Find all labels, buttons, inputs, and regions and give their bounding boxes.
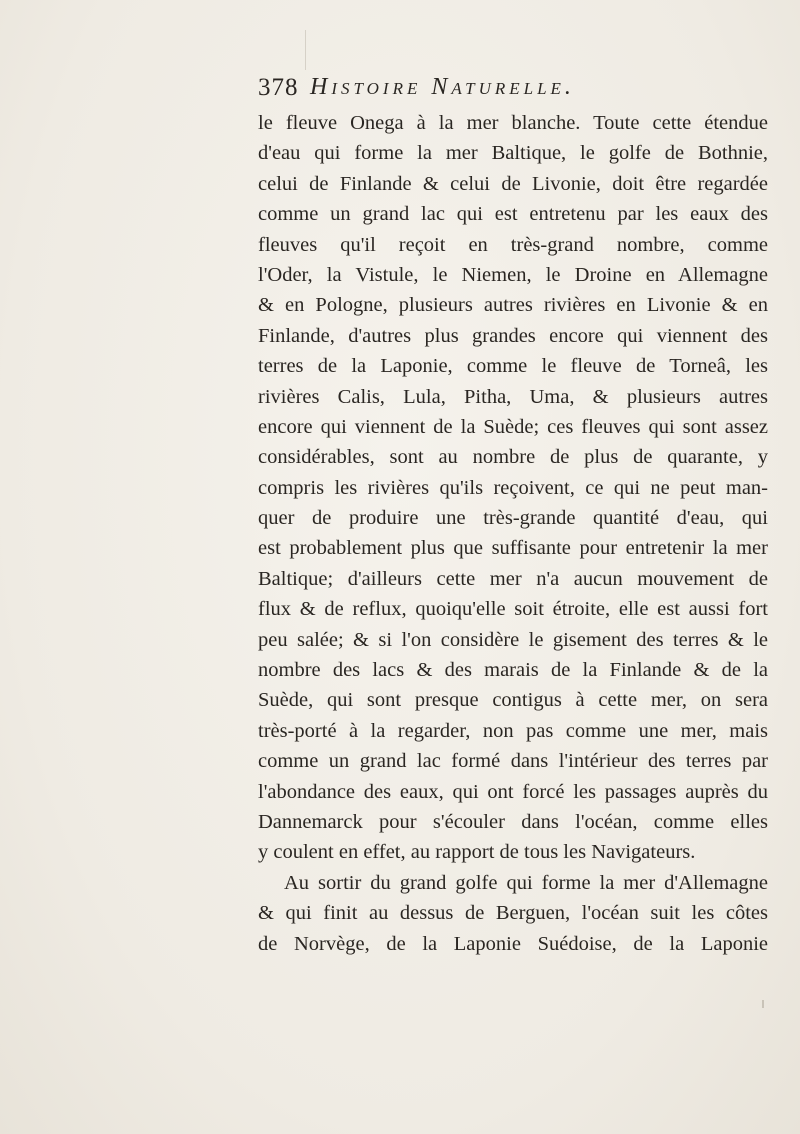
paper-speck xyxy=(762,1000,764,1008)
text-line: peu salée; & si l'on considère le gisement des terres & le xyxy=(258,628,768,651)
text-line: Dannemarck pour s'écouler dans l'océan, comme elles xyxy=(258,810,768,833)
running-head-title: Histoire Naturelle. xyxy=(310,74,575,100)
text-line: y coulent en effet, au rapport de tous les Navigateurs. xyxy=(258,841,696,864)
text-line: très-porté à la regarder, non pas comme une mer, mais xyxy=(258,719,768,742)
text-line: fleuves qu'il reçoit en très-grand nombre, comme xyxy=(258,233,768,256)
text-line: celui de Finlande & celui de Livonie, doit être regardée xyxy=(258,172,768,195)
body-text xyxy=(258,108,768,959)
text-line: Finlande, d'autres plus grandes encore qui viennent des xyxy=(258,324,768,347)
text-line: est probablement plus que suffisante pour entretenir la mer xyxy=(258,537,768,560)
text-line: considérables, sont au nombre de plus de quarante, y xyxy=(258,446,768,469)
text-line: Au sortir du grand golfe qui forme la mer d'Allemagne xyxy=(284,871,768,894)
paper-fold-mark xyxy=(305,30,306,70)
text-line: le fleuve Onega à la mer blanche. Toute cette étendue xyxy=(258,112,768,134)
text-line: terres de la Laponie, comme le fleuve de Torneâ, les xyxy=(258,355,768,378)
text-line: l'Oder, la Vistule, le Niemen, le Droine en Allemagne xyxy=(258,263,768,286)
text-line: flux & de reflux, quoiqu'elle soit étroite, elle est aussi fort xyxy=(258,598,768,621)
text-line: Suède, qui sont presque contigus à cette mer, on sera xyxy=(258,689,768,712)
text-line: nombre des lacs & des marais de la Finlande & de la xyxy=(258,659,768,682)
text-line: rivières Calis, Lula, Pitha, Uma, & plusieurs autres xyxy=(258,385,768,408)
text-line: Baltique; d'ailleurs cette mer n'a aucun mouvement de xyxy=(258,567,768,590)
text-line: & qui finit au dessus de Berguen, l'océan suit les côtes xyxy=(258,902,768,925)
text-line: de Norvège, de la Laponie Suédoise, de la Laponie xyxy=(258,932,768,955)
page-number: 378 xyxy=(258,74,299,101)
text-line: quer de produire une très-grande quantité d'eau, qui xyxy=(258,507,768,530)
text-line: & en Pologne, plusieurs autres rivières en Livonie & en xyxy=(258,294,768,317)
text-line: d'eau qui forme la mer Baltique, le golfe de Bothnie, xyxy=(258,142,768,165)
text-line: encore qui viennent de la Suède; ces fleuves qui sont assez xyxy=(258,415,768,438)
text-line: comme un grand lac formé dans l'intérieur des terres par xyxy=(258,750,768,773)
running-head xyxy=(258,74,678,108)
text-line: comme un grand lac qui est entretenu par les eaux des xyxy=(258,203,768,226)
text-line: l'abondance des eaux, qui ont forcé les passages auprès du xyxy=(258,780,768,803)
text-line: compris les rivières qu'ils reçoivent, ce qui ne peut man- xyxy=(258,476,768,499)
